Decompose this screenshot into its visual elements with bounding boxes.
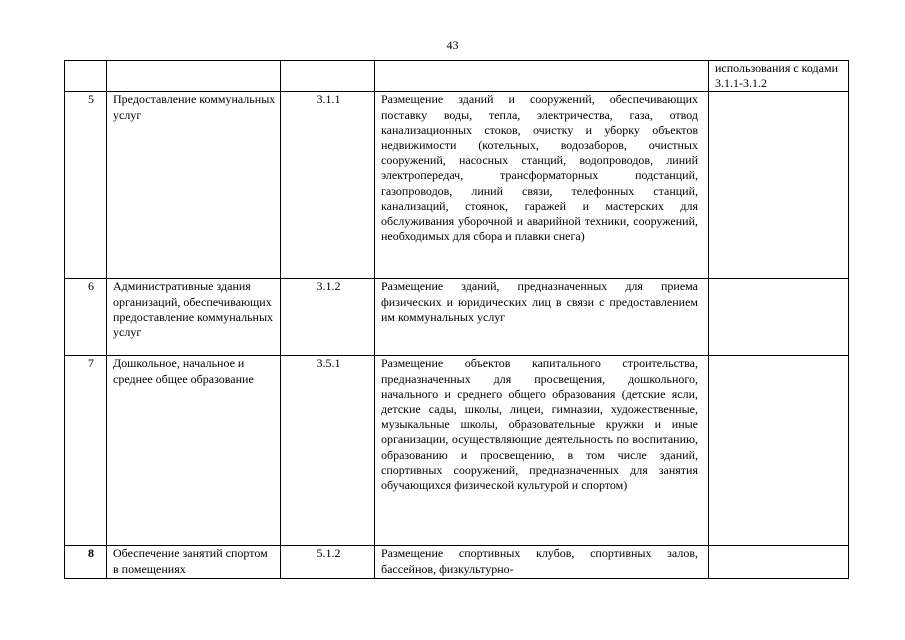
cell-note: использования с кодами 3.1.1-3.1.2: [709, 61, 849, 92]
page-number: 43: [446, 38, 459, 52]
cell-description: Размещение зданий и сооружений, обеспечивающих поставку воды, тепла, электричества, газа, отвод канализационных стоков, очистку и уборку объектов недвижимости (котельных, водозаборов, очистных сооружений, насосных станций, водопроводов, линий электропередач, трансформаторных подстанций, газопроводов, линий связи, телефонных станций, канализаций, стоянок, гаражей и мастерских для обслуживания уборочной и аварийной техники, сооружений, необходимых для сбора и плавки снега): [375, 92, 709, 279]
cell-note: [709, 279, 849, 356]
cell-code: [281, 61, 375, 92]
cell-number: 7: [65, 356, 107, 546]
cell-description: Размещение зданий, предназначенных для приема физических и юридических лиц в связи с предоставлением им коммунальных услуг: [375, 279, 709, 356]
cell-name: Дошкольное, начальное и среднее общее образование: [107, 356, 281, 546]
cell-code: 5.1.2: [281, 546, 375, 579]
table-row: [65, 546, 849, 579]
cell-name: Административные здания организаций, обеспечивающих предоставление коммунальных услуг: [107, 279, 281, 356]
cell-name: [107, 61, 281, 92]
cell-number: [65, 61, 107, 92]
cell-note: [709, 356, 849, 546]
cell-name: Обеспечение занятий спортом в помещениях: [107, 546, 281, 579]
cell-code: 3.1.2: [281, 279, 375, 356]
cell-note: [709, 92, 849, 279]
cell-number: 6: [65, 279, 107, 356]
cell-description: [375, 61, 709, 92]
table-row: [65, 356, 849, 546]
table-row: [65, 279, 849, 356]
cell-description: Размещение объектов капитального строительства, предназначенных для просвещения, дошкольного, начального и среднего общего образования (детские ясли, детские сады, школы, лицеи, гимназии, художественные, музыкальные школы, образовательные кружки и иные организации, осуществляющие деятельность по воспитанию, образованию и просвещению, в том числе зданий, спортивных сооружений, предназначенных для занятия обучающихся физической культурой и спортом): [375, 356, 709, 546]
row-number: 8: [88, 546, 94, 561]
table-row: [65, 61, 849, 92]
cell-note: [709, 546, 849, 579]
cell-name: Предоставление коммунальных услуг: [107, 92, 281, 279]
land-use-table: [64, 60, 849, 579]
cell-code: 3.5.1: [281, 356, 375, 546]
cell-description: Размещение спортивных клубов, спортивных залов, бассейнов, физкультурно-: [375, 546, 709, 579]
cell-code: 3.1.1: [281, 92, 375, 279]
cell-number: [65, 546, 107, 579]
cell-number: 5: [65, 92, 107, 279]
table-row: [65, 92, 849, 279]
